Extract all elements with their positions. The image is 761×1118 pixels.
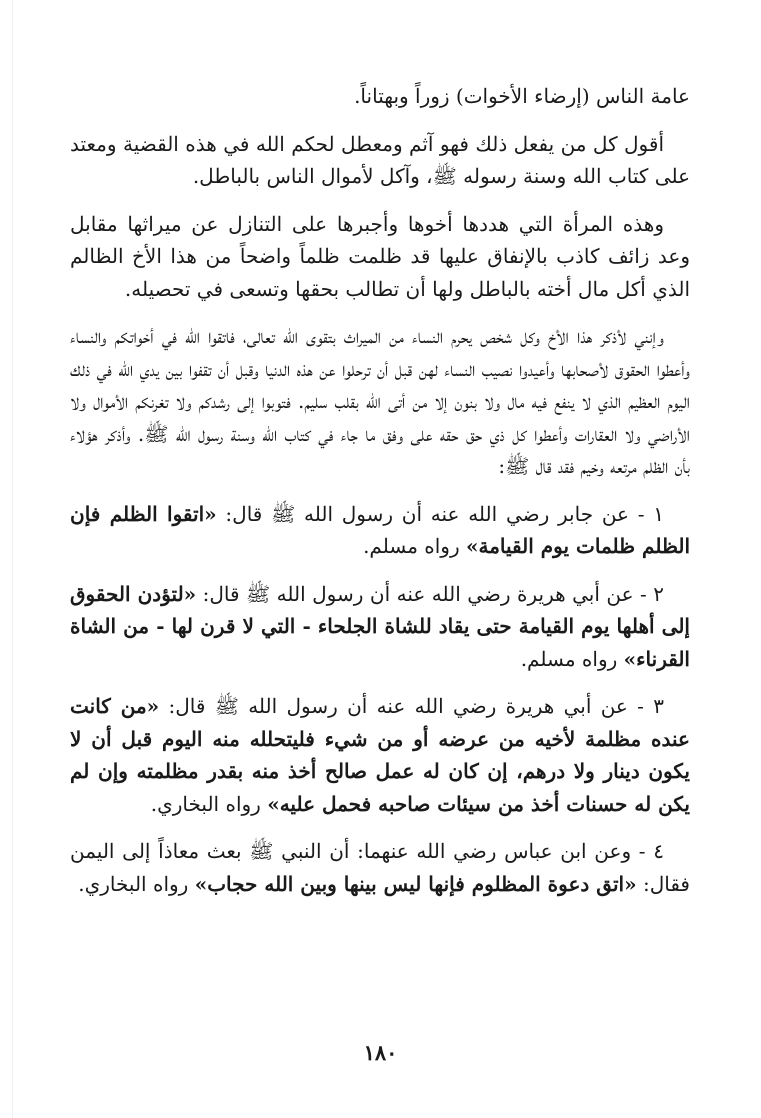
paragraph bbox=[70, 578, 690, 676]
page-number: ١٨٠ bbox=[363, 1040, 398, 1065]
paragraph-text: ٢ - عن أبي هريرة رضي الله عنه أن رسول الله ﷺ قال: bbox=[196, 581, 665, 606]
hadith-quote: «من كانت عنده مظلمة لأخيه من عرضه أو من شيء فليتحلله منه اليوم قبل أن لا يكون دينار ولا درهم، إن كان له عمل صالح أخذ منه بقدر مظلمته وإن لم يكن له حسنات أخذ من سيئات صاحبه فحمل عليه» bbox=[70, 694, 690, 816]
hadith-quote: «اتقوا الظلم فإن الظلم ظلمات يوم القيامة» bbox=[70, 501, 690, 558]
paragraph bbox=[70, 835, 690, 900]
hadith-quote: «لتؤدن الحقوق إلى أهلها يوم القيامة حتى يقاد للشاة الجلحاء - التي لا قرن لها - من الشاة القرناء» bbox=[70, 581, 690, 671]
paragraph-text: ٣ - عن أبي هريرة رضي الله عنه أن رسول الله ﷺ قال: bbox=[159, 694, 664, 718]
paragraph-text: رواه البخاري. bbox=[78, 871, 195, 896]
hadith-quote: «اتق دعوة المظلوم فإنها ليس بينها وبين الله حجاب» bbox=[194, 871, 637, 896]
paragraph-text: رواه مسلم. bbox=[363, 534, 466, 558]
paragraph bbox=[70, 320, 690, 483]
paragraph bbox=[70, 498, 690, 563]
paragraph bbox=[70, 80, 690, 113]
paragraph-text: رواه البخاري. bbox=[150, 791, 268, 816]
paragraph-text: عامة الناس (إرضاء الأخوات) زوراً وبهتاناً. bbox=[354, 84, 690, 108]
paragraph-text: ٤ - وعن ابن عباس رضي الله عنهما: أن النبي ﷺ بعث معاذاً إلى اليمن فقال: bbox=[70, 839, 690, 896]
scan-edge-line bbox=[12, 0, 13, 1118]
paragraph-text: أقول كل من يفعل ذلك فهو آثم ومعطل لحكم الله في هذه القضية ومعتد على كتاب الله وسنة رسوله ﷺ، وآكل لأموال الناس بالباطل. bbox=[70, 131, 690, 188]
paragraph-text: وهذه المرأة التي هددها أخوها وأجبرها على التنازل عن ميراثها مقابل وعد زائف كاذب بالإنفاق عليها قد ظلمت ظلماً واضحاً من هذا الأخ الظالم الذي أكل مال أخته بالباطل ولها أن تطالب بحقها وتسعى في تحصيله. bbox=[70, 211, 690, 301]
paragraph-text: رواه مسلم. bbox=[520, 646, 624, 671]
paragraph-text: وإنني لأذكر هذا الأخ وكل شخص يحرم النساء من الميراث بتقوى الله تعالى، فاتقوا الله في أخواتكم والنساء وأعطوا الحقوق لأصحابها وأعيدوا نصيب النساء لهن قبل أن ترحلوا عن هذه الدنيا وقبل أن تقفوا بين يدي الله في ذلك اليوم العظيم الذي لا ينفع فيه مال ولا بنون إلا من أتى الله بقلب سليم. فتوبوا إلى رشدكم ولا تغرنكم الأموال ولا الأراضي ولا العقارات وأعطوا كل ذي حق حقه على وفق ما جاء في كتاب الله وسنة رسول الله ﷺ. وأذكر هؤلاء بأن الظلم مرتعه وخيم فقد قال ﷺ: bbox=[70, 324, 690, 478]
paragraph bbox=[70, 208, 690, 306]
paragraph-text: ١ - عن جابر رضي الله عنه أن رسول الله ﷺ قال: bbox=[216, 501, 664, 526]
page-body bbox=[70, 80, 690, 915]
paragraph bbox=[70, 128, 690, 193]
paragraph bbox=[70, 690, 690, 820]
